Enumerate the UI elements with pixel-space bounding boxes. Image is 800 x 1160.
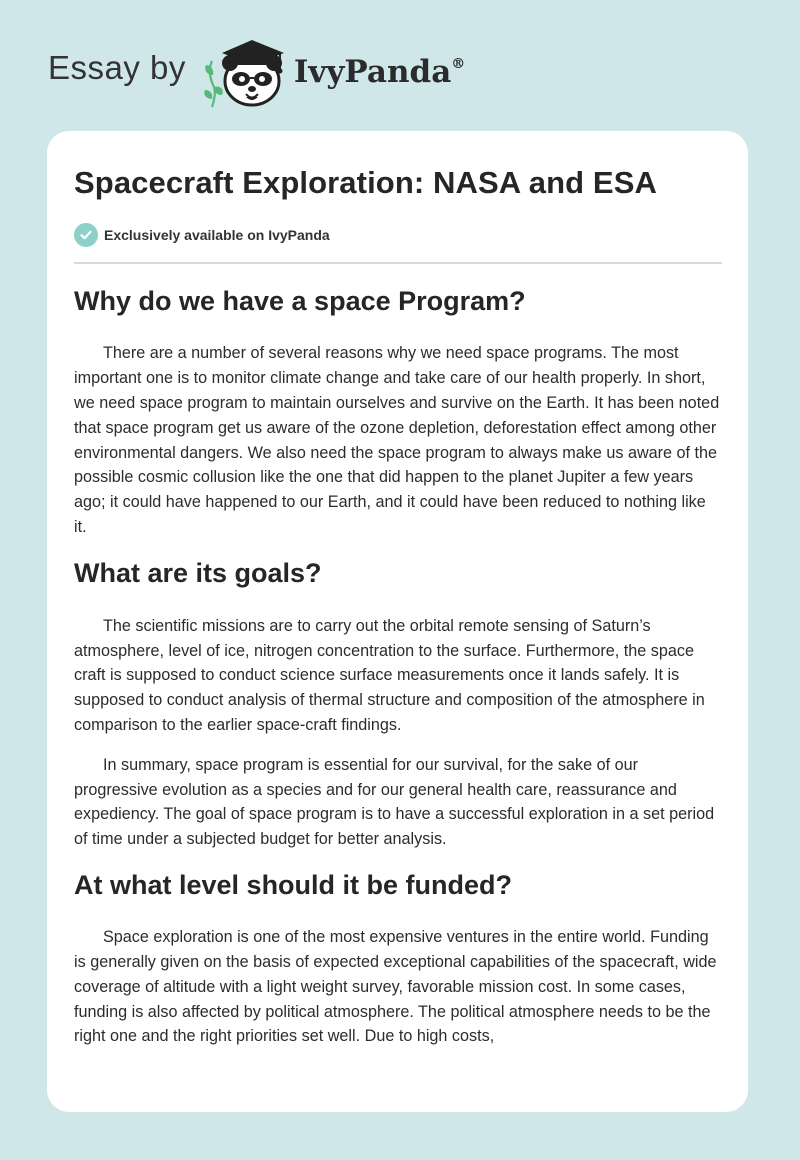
article-title: Spacecraft Exploration: NASA and ESA xyxy=(74,165,657,200)
exclusive-badge xyxy=(74,223,722,247)
essay-by-label: Essay by xyxy=(48,49,186,86)
check-icon xyxy=(74,223,98,247)
section-paragraph: The scientific missions are to carry out the orbital remote sensing of Saturn’s atmosphere, level of ice, nitrogen concentration to the surface. Furthermore, the space craft is supposed to conduct science surface measurements once it lands safely. It is supposed to conduct analysis of thermal structure and composition of the atmosphere in comparison to the earlier space-craft findings. xyxy=(74,616,705,735)
registered-mark: ® xyxy=(451,56,466,72)
panda-logo-icon[interactable] xyxy=(200,31,292,109)
brand-logo-text[interactable] xyxy=(294,54,465,90)
brand-name: IvyPanda xyxy=(293,54,452,90)
section-paragraph: There are a number of several reasons why we need space programs. The most important one is to monitor climate change and take care of our health properly. In short, we need space program to maintain ourselves and survive on the Earth. It has been noted that space program get us aware of the ozone depletion, deforestation effect among other environmental dangers. We also need the space program to always make us aware of the possible cosmic collusion like the one that did happen to the planet Jupiter a few years ago; it could have happened to our Earth, and it could have been reduced to nothing like it. xyxy=(74,344,720,536)
article-card xyxy=(47,131,748,1112)
exclusive-badge-label: Exclusively available on IvyPanda xyxy=(104,227,330,244)
section-paragraph: Space exploration is one of the most expensive ventures in the entire world. Funding is generally given on the basis of expected exceptional capabilities of the spacecraft, wide coverage of altitude with a light weight survey, favorable mission cost. In some cases, funding is also affected by political atmosphere. The political atmosphere needs to be the right one and the right priorities set well. Due to high costs, xyxy=(74,928,717,1046)
section-heading-goals: What are its goals? xyxy=(74,557,322,588)
section-heading-funding: At what level should it be funded? xyxy=(74,870,513,901)
title-divider xyxy=(74,262,722,264)
section-paragraph: In summary, space program is essential for our survival, for the sake of our progressive evolution as a species and for our general health care, reassurance and expediency. The goal of space program is to have a successful exploration in a set period of time under a subjected budget for better analysis. xyxy=(74,755,715,849)
section-heading-why: Why do we have a space Program? xyxy=(74,286,526,317)
site-header xyxy=(48,30,748,110)
